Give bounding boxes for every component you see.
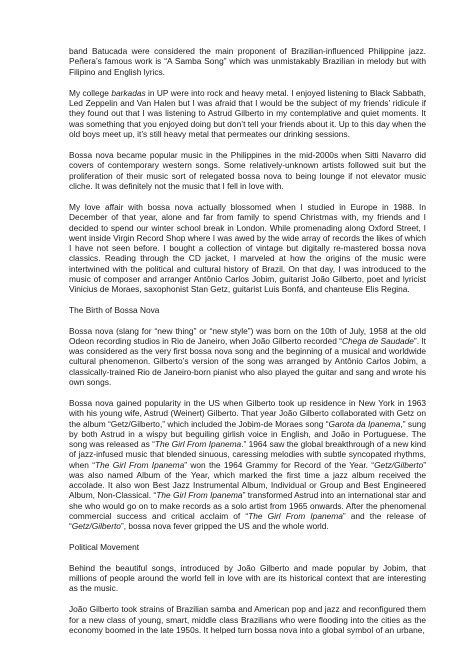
text-run-italic: The Girl From Ipanema	[154, 439, 242, 449]
text-run: in UP were into rock and heavy metal. I enjoyed listening to Black Sabbath, Led Zeppelin and Van Halen but I was afraid that I would be the subject of my friends’ ridicule if they found out that I was listening to Astrud Gilberto in my contemplative and quiet moments. It was something that you enjoyed doing but don’t tell your friends about it. Up to this day when the old boys meet up, it’s still heavy metal that permeates our drinking sessions.	[69, 87, 426, 139]
text-run: ,” sung by both Astrud in a wispy but beguiling girlish voice in English, and João in Portuguese. The song was released as “	[69, 418, 426, 449]
text-run: Bossa nova (slang for “new thing” or “new style”) was born on the 10th of July, 1958 at the old Odeon recording studios in Rio de Janeiro, when João Gilberto recorded “	[69, 325, 426, 346]
text-run: .” 1964 saw the global breakthrough of a new kind of jazz-infused music that blended sinuous, caressing melodies with subtle syncopated rhythms, when “	[69, 439, 426, 470]
text-run: ”, bossa nova fever gripped the US and the whole world.	[120, 521, 329, 531]
section-heading-birth: The Birth of Bossa Nova	[69, 305, 160, 316]
paragraph-birth	[69, 326, 426, 388]
text-run: My college	[69, 87, 112, 98]
text-run: band Batucada were considered the main proponent of Brazilian-influenced Philippine jazz. Peñera’s famous work is “A Samba Song” which was unmistakably Brazilian in melody but with Filipino and English lyrics.	[69, 46, 426, 77]
text-run: João Gilberto took strains of Brazilian samba and American pop and jazz and reconfigured them for a new class of young, smart, middle class Brazilians who were flooding into the cities as the economy boomed in the late 1950s. It helped turn bossa nova into a global symbol of an urbane,	[69, 604, 426, 635]
text-run: ” won the 1964 Grammy for Record of the Year. “	[184, 459, 375, 470]
text-run: ” was also named Album of the Year, which marked the first time a jazz album received the accolade. It also won Best Jazz Instrumental Album, Individual or Group and Best Engineered Album, Non-Classical. “	[69, 459, 426, 501]
text-run-italic: Getz/Gilberto	[374, 459, 424, 470]
text-run: ”. It was considered as the very first bossa nova song and the beginning of a musical and worldwide cultural phenomenon. Gilberto’s version of the song was arranged by Antônio Carlos Jobim, a classically-trained Rio de Janeiro-born pianist who also played the guitar and sang and wrote his own songs.	[69, 335, 426, 387]
section-heading-political: Political Movement	[69, 542, 140, 553]
paragraph-intro	[69, 46, 426, 77]
text-run-italic: The Girl From Ipanema	[95, 459, 185, 470]
paragraph-us-popularity	[69, 398, 426, 531]
paragraph-love-affair	[69, 202, 426, 294]
text-run: Behind the beautiful songs, introduced by João Gilberto and made popular by Jobim, that millions of people around the world fell in love with are its historical context that are interesting as the music.	[69, 562, 426, 593]
text-run: ” transformed Astrud into an international star and she who would go on to make records as a solo artist from 1965 onwards. After the phenomenal commercial success and critical acclaim of “	[69, 490, 426, 521]
text-run-italic: barkadas	[111, 87, 146, 98]
text-run-italic: Getz/Gilberto	[71, 521, 121, 531]
text-run: Bossa nova gained popularity in the US when Gilberto took up residence in New York in 1963 with his young wife, Astrud (Weinert) Gilberto. That year João Gilberto collaborated with Getz on the album “Getz/Gilberto,” which included the Jobim-de Moraes song “	[69, 398, 426, 429]
paragraph-strains	[69, 604, 426, 635]
paragraph-political	[69, 563, 426, 594]
text-run: ” and the release of “	[69, 510, 426, 531]
paragraph-college	[69, 88, 426, 139]
text-run-italic: Chega de Saudade	[341, 335, 414, 346]
text-run-italic: The Girl From Ipanema	[248, 510, 343, 521]
paragraph-popular	[69, 150, 426, 191]
text-run-italic: The Girl From Ipanema	[156, 490, 243, 501]
text-run: My love affair with bossa nova actually blossomed when I studied in Europe in 1988. In December of that year, alone and far from family to spend Christmas with, my friends and I decided to spend our winter school break in London. While promenading along Oxford Street, I went inside Virgin Record Shop where I was awed by the wide array of records the likes of which I have not seen before. I bought a collection of vintage but digitally re-mastered bossa nova classics. Reading through the CD jacket, I marveled at how the origins of the music were intertwined with the political and cultural history of Brazil. On that day, I was introduced to the music of composer and arranger Antônio Carlos Jobim, guitarist João Gilberto, poet and lyricist Vinicius de Moraes, saxophonist Stan Getz, guitarist Luis Bonfá, and chanteuse Elis Regina.	[69, 202, 426, 294]
text-run: Bossa nova became popular music in the Philippines in the mid-2000s when Sitti Navarro did covers of contemporary western songs. Some relatively-unknown artists followed suit but the proliferation of their music sort of relegated bossa nova to being lounge if not elevator music cliche. It was definitely not the music that I fell in love with.	[69, 150, 426, 191]
text-run-italic: Garota da Ipanema	[328, 418, 401, 429]
